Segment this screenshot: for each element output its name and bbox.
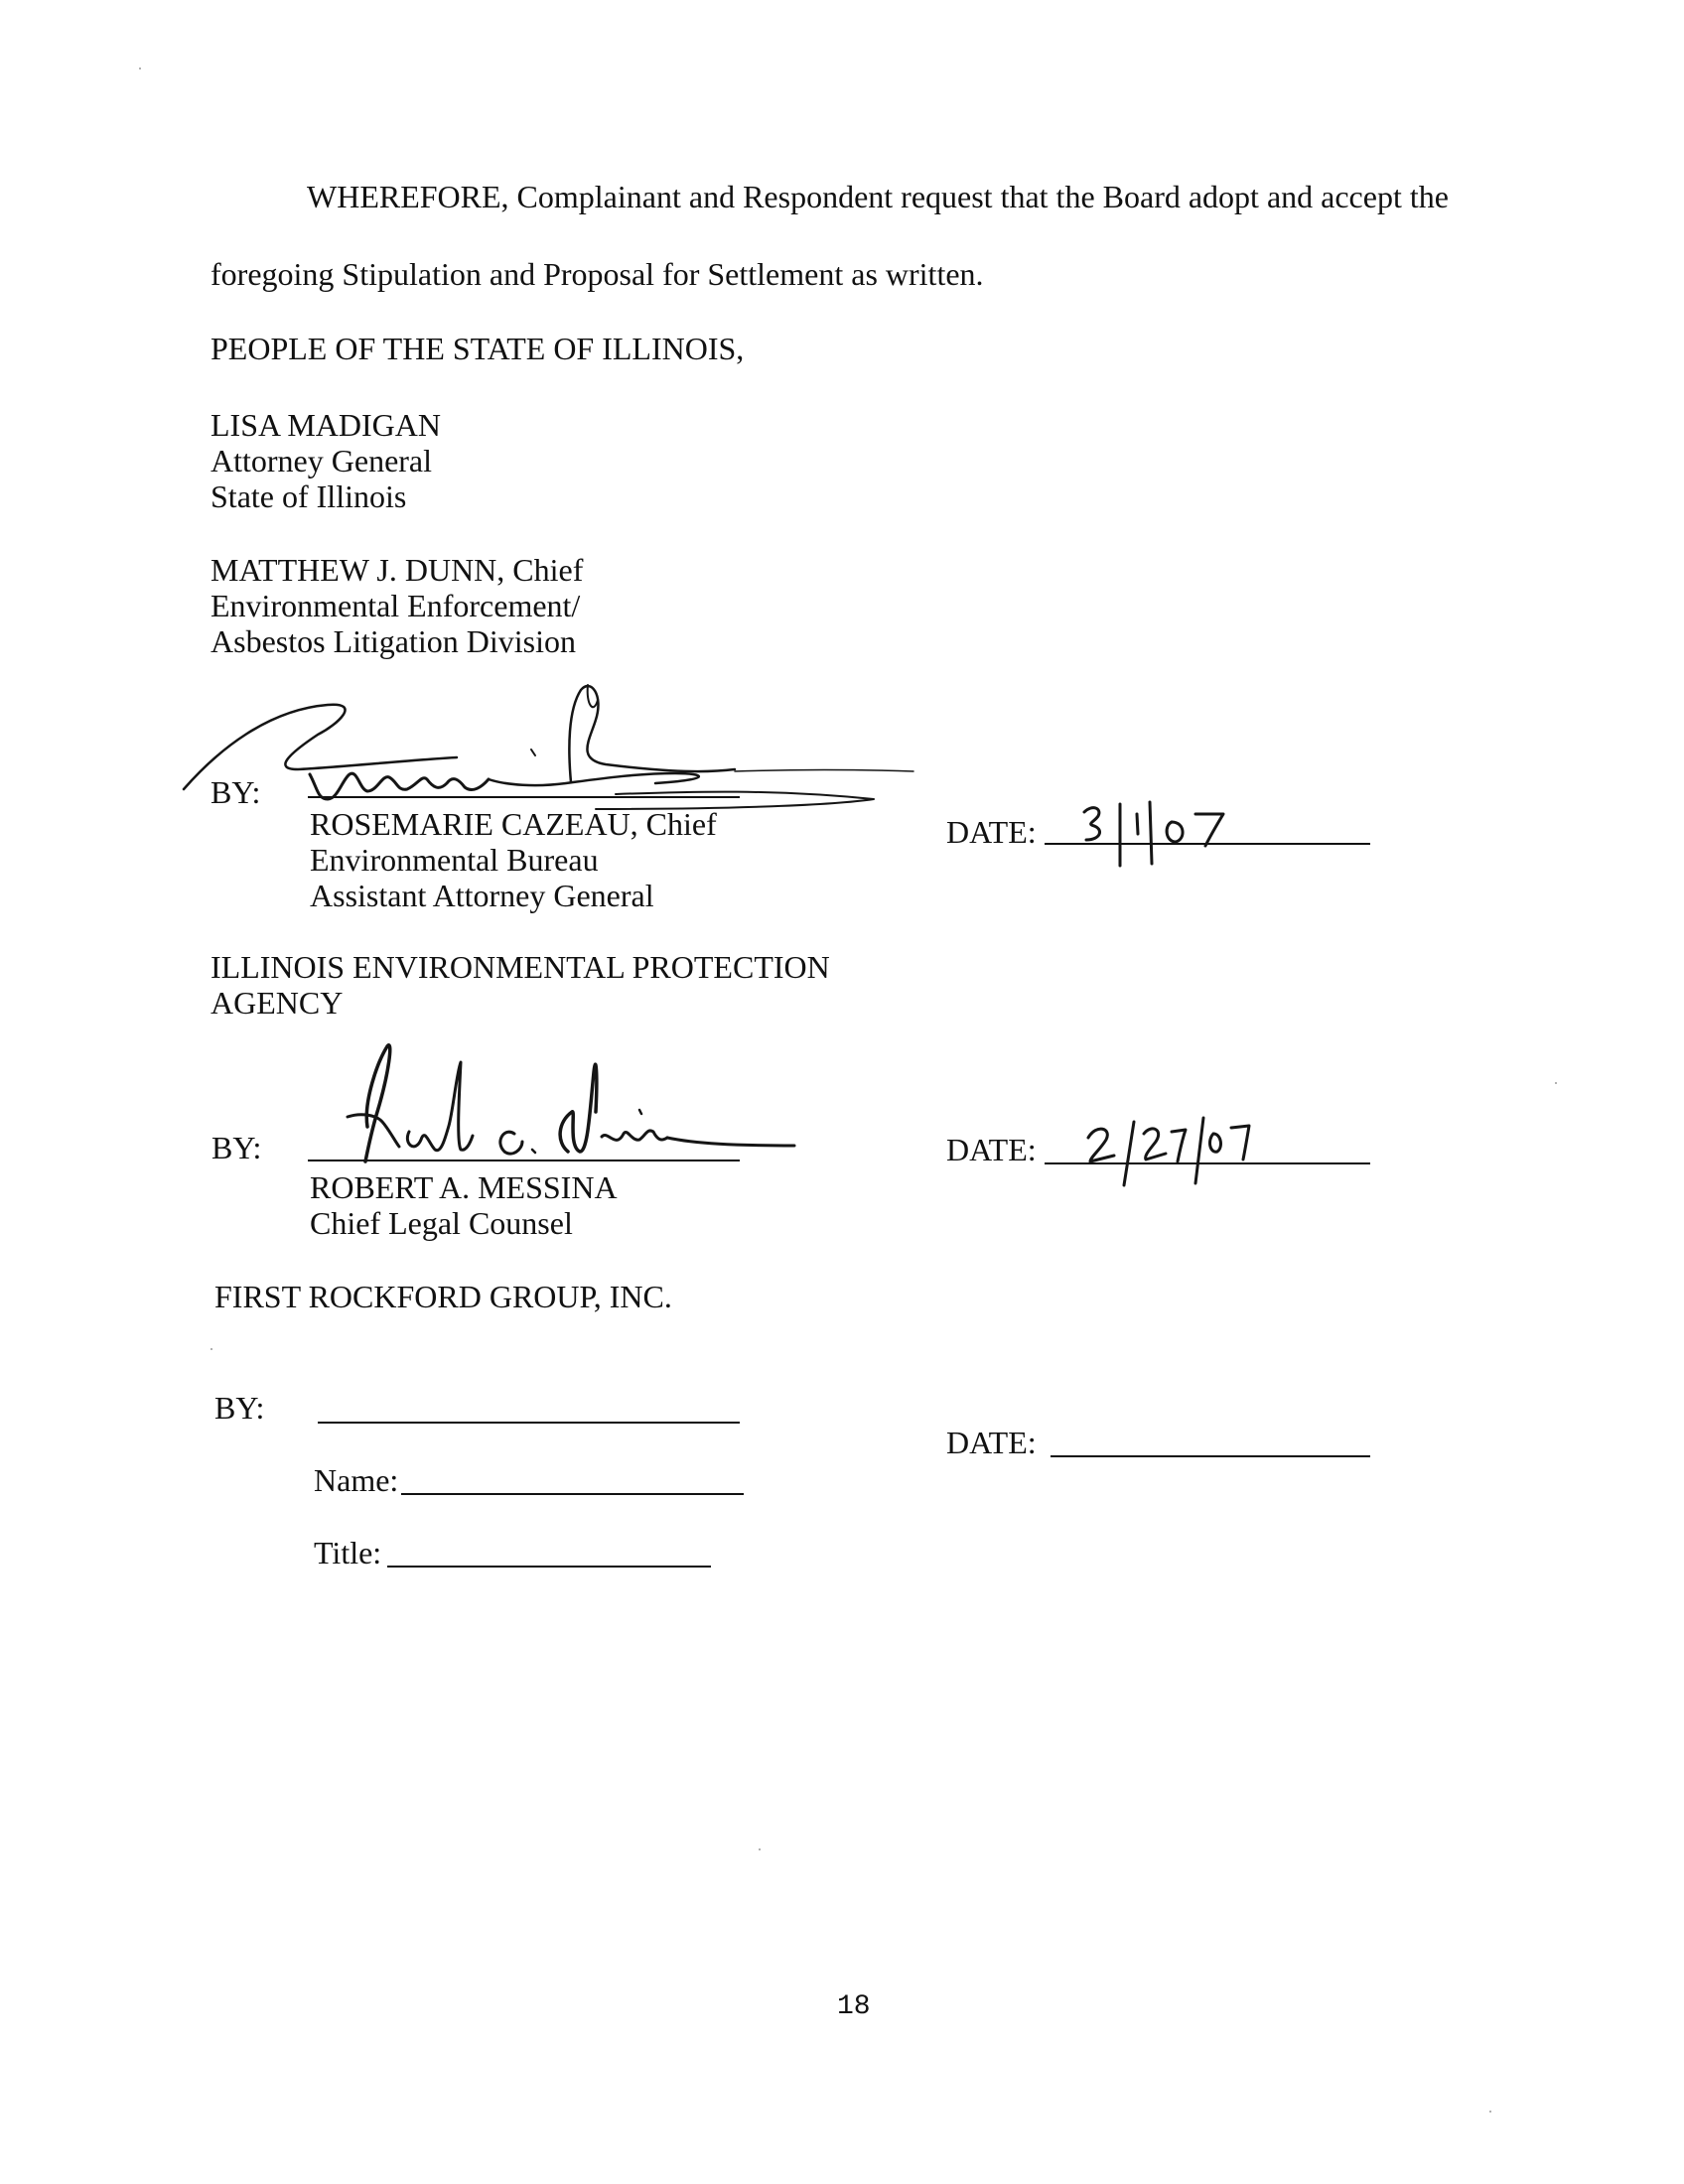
respondent-heading: FIRST ROCKFORD GROUP, INC. [214,1279,672,1314]
people-by-label: BY: [210,774,261,810]
scan-speck [759,1848,761,1850]
paragraph-line-2: foregoing Stipulation and Proposal for Settlement as written. [210,256,984,292]
division-chief-name: MATTHEW J. DUNN, Chief [210,552,584,588]
iepa-handwritten-date [1082,1112,1261,1191]
iepa-heading-line-2: AGENCY [210,985,344,1021]
people-signer-name: ROSEMARIE CAZEAU, Chief [310,806,717,842]
scan-speck [139,68,141,69]
iepa-date-label: DATE: [946,1132,1037,1167]
scan-speck [210,1348,212,1350]
people-heading: PEOPLE OF THE STATE OF ILLINOIS, [210,331,745,366]
respondent-signature-line [318,1422,740,1424]
page-number: 18 [837,1991,871,2022]
scan-speck [1489,2111,1491,2113]
people-signer-bureau: Environmental Bureau [310,842,599,878]
respondent-date-label: DATE: [946,1425,1037,1460]
people-signer-title: Assistant Attorney General [310,878,654,913]
attorney-general-state: State of Illinois [210,478,407,514]
iepa-heading-line-1: ILLINOIS ENVIRONMENTAL PROTECTION [210,949,830,985]
respondent-name-line [401,1493,744,1495]
respondent-date-line [1051,1455,1370,1457]
respondent-by-label: BY: [214,1390,265,1426]
iepa-handwritten-signature [338,1032,814,1181]
people-handwritten-date [1072,794,1251,874]
division-line-2: Asbestos Litigation Division [210,623,576,659]
scan-speck [1555,1082,1557,1084]
attorney-general-name: LISA MADIGAN [210,407,441,443]
iepa-signer-title: Chief Legal Counsel [310,1205,573,1241]
people-date-label: DATE: [946,814,1037,850]
attorney-general-title: Attorney General [210,443,433,478]
division-line-1: Environmental Enforcement/ [210,588,581,623]
paragraph-line-1: WHEREFORE, Complainant and Respondent request that the Board adopt and accept the [307,179,1449,214]
respondent-title-line [387,1566,711,1568]
iepa-signer-name: ROBERT A. MESSINA [310,1169,618,1205]
respondent-name-label: Name: [314,1462,399,1498]
respondent-title-label: Title: [314,1535,382,1570]
iepa-by-label: BY: [211,1130,262,1165]
